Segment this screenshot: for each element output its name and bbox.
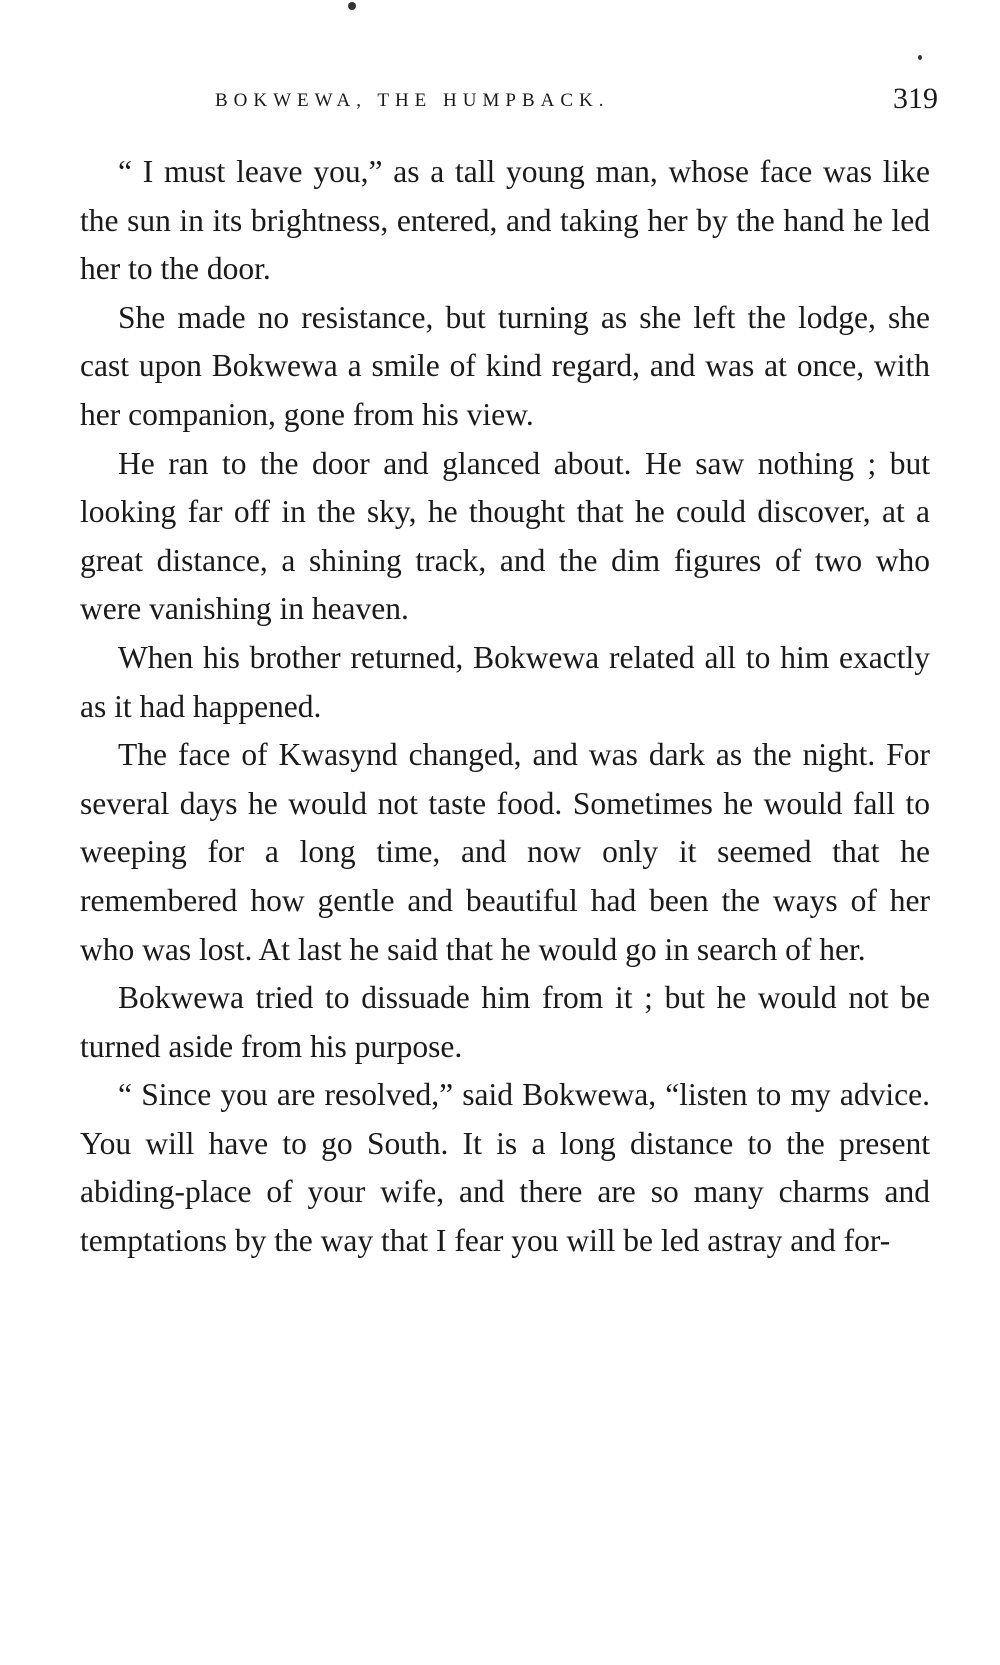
print-speck bbox=[348, 2, 356, 10]
running-head bbox=[80, 82, 938, 122]
paragraph: She made no resistance, but turning as she left the lodge, she cast upon Bokwewa a smile of kind regard, and was at once, with her companion, gone from his view. bbox=[80, 299, 930, 432]
paragraph: When his brother returned, Bokwewa related all to him exactly as it had happened. bbox=[80, 639, 930, 724]
paragraph: The face of Kwasynd changed, and was dark as the night. For several days he would not taste food. Sometimes he would fall to weeping for a long time, and now only it seemed that he remembered how gentle and beautiful had been the ways of her who was lost. At last he said that he would go in search of her. bbox=[80, 737, 930, 967]
paragraph: “ I must leave you,” as a tall young man, whose face was like the sun in its brightness, entered, and taking her by the hand he led her to the door. bbox=[80, 154, 930, 287]
body-text bbox=[80, 148, 930, 1266]
page-number: 319 bbox=[893, 82, 938, 115]
paragraph: He ran to the door and glanced about. He saw nothing ; but looking far off in the sky, he thought that he could discover, at a great distance, a shining track, and the dim figures of two who were vanishing in heaven. bbox=[80, 445, 930, 627]
running-title: BOKWEWA, THE HUMPBACK. bbox=[215, 90, 610, 111]
paragraph: Bokwewa tried to dissuade him from it ; but he would not be turned aside from his purpose. bbox=[80, 980, 930, 1064]
paragraph: “ Since you are resolved,” said Bokwewa, “listen to my advice. You will have to go South. It is a long distance to the present abiding-place of your wife, and there are so many charms and temptations by the way that I fear you will be led astray and for- bbox=[80, 1077, 930, 1259]
print-speck bbox=[918, 55, 922, 60]
